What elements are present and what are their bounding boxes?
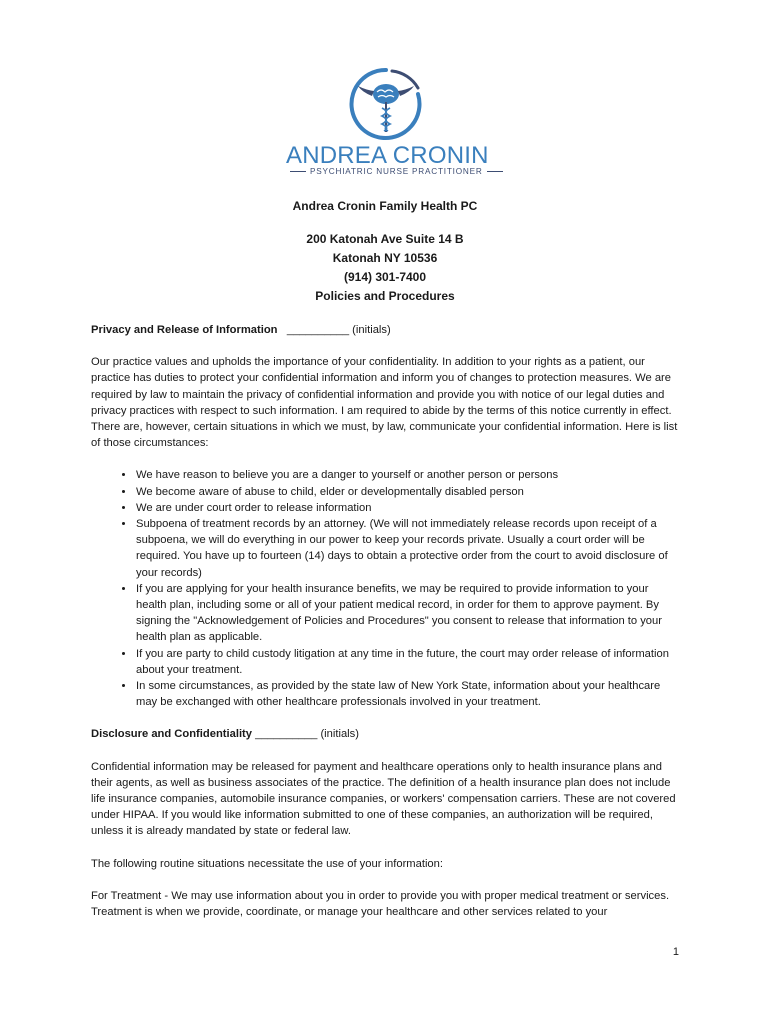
address-line-2: Katonah NY 10536 [332, 251, 438, 265]
list-item: • Subpoena of treatment records by an attorney. (We will not immediately release records upon receipt of a subpoena, we will do everything in our power to keep your records private. Usually a court order will be required. You have up to fourteen (14) days to obtain a protective order from the court to avoid disclosure of your records) [135, 516, 681, 581]
list-item: • We have reason to believe you are a danger to yourself or another person or persons [135, 467, 681, 483]
list-item: • We become aware of abuse to child, elder or developmentally disabled person [135, 484, 681, 500]
privacy-heading [91, 322, 681, 338]
list-item: • We are under court order to release information [135, 500, 681, 516]
privacy-intro: Our practice values and upholds the importance of your confidentiality. In addition to your rights as a patient, our practice has duties to protect your confidential information and inform you of changes to protection measures. We are required by law to maintain the privacy of confidential information and provide you with notice of our legal duties and privacy practices with respect to such information. I am required to abide by the terms of this notice currently in effect. There are, however, certain situations in which we must, by law, communicate your confidential information. Here is list of those circumstances: [91, 356, 678, 450]
document-body [91, 322, 681, 936]
disclosure-heading [91, 726, 681, 742]
disclosure-paragraph-3: For Treatment - We may use information about you in order to provide you with proper medical treatment or services. Treatment is when we provide, coordinate, or manage your healthcare and other services related to your [91, 889, 670, 919]
phone-number: (914) 301-7400 [343, 270, 427, 284]
logo-subtitle: PSYCHIATRIC NURSE PRACTITIONER [286, 167, 486, 176]
list-item: • In some circumstances, as provided by the state law of New York State, information about your healthcare may be exchanged with other healthcare professionals involved in your treatment. [135, 678, 681, 710]
address-line-1: 200 Katonah Ave Suite 14 B [306, 232, 464, 246]
list-item: • If you are applying for your health insurance benefits, we may be required to provide information to your health plan, including some or all of your patient medical record, in order for them to approve payment. By signing the "Acknowledgement of Policies and Procedures" you consent to release that information to your health plan as applicable. [135, 581, 681, 646]
disclosure-paragraph-1: Confidential information may be released for payment and healthcare operations only to health insurance plans and their agents, as well as business associates of the practice. The definition of a health insurance plan does not include life insurance companies, automobile insurance companies, or workers' compensation carriers. These are not covered under HIPAA. If you would like information submitted to one of these companies, an authorization will be required, unless it is already mandated by state or federal law. [91, 760, 676, 838]
privacy-initials: __________ (initials) [286, 324, 391, 336]
logo-name: ANDREA CRONIN [286, 142, 489, 169]
document-title: Policies and Procedures [315, 289, 455, 303]
privacy-title: Privacy and Release of Information [91, 324, 278, 336]
disclosure-paragraph-2: The following routine situations necessitate the use of your information: [91, 857, 443, 870]
circumstances-list [91, 467, 681, 710]
disclosure-initials: __________ (initials) [255, 728, 359, 741]
practice-logo [286, 66, 489, 178]
disclosure-title: Disclosure and Confidentiality [91, 728, 253, 741]
page-number: 1 [672, 946, 679, 958]
list-item: • If you are party to child custody litigation at any time in the future, the court may order release of information about your treatment. [135, 646, 681, 678]
brain-caduceus-icon [348, 66, 424, 142]
practice-name: Andrea Cronin Family Health PC [292, 199, 478, 213]
